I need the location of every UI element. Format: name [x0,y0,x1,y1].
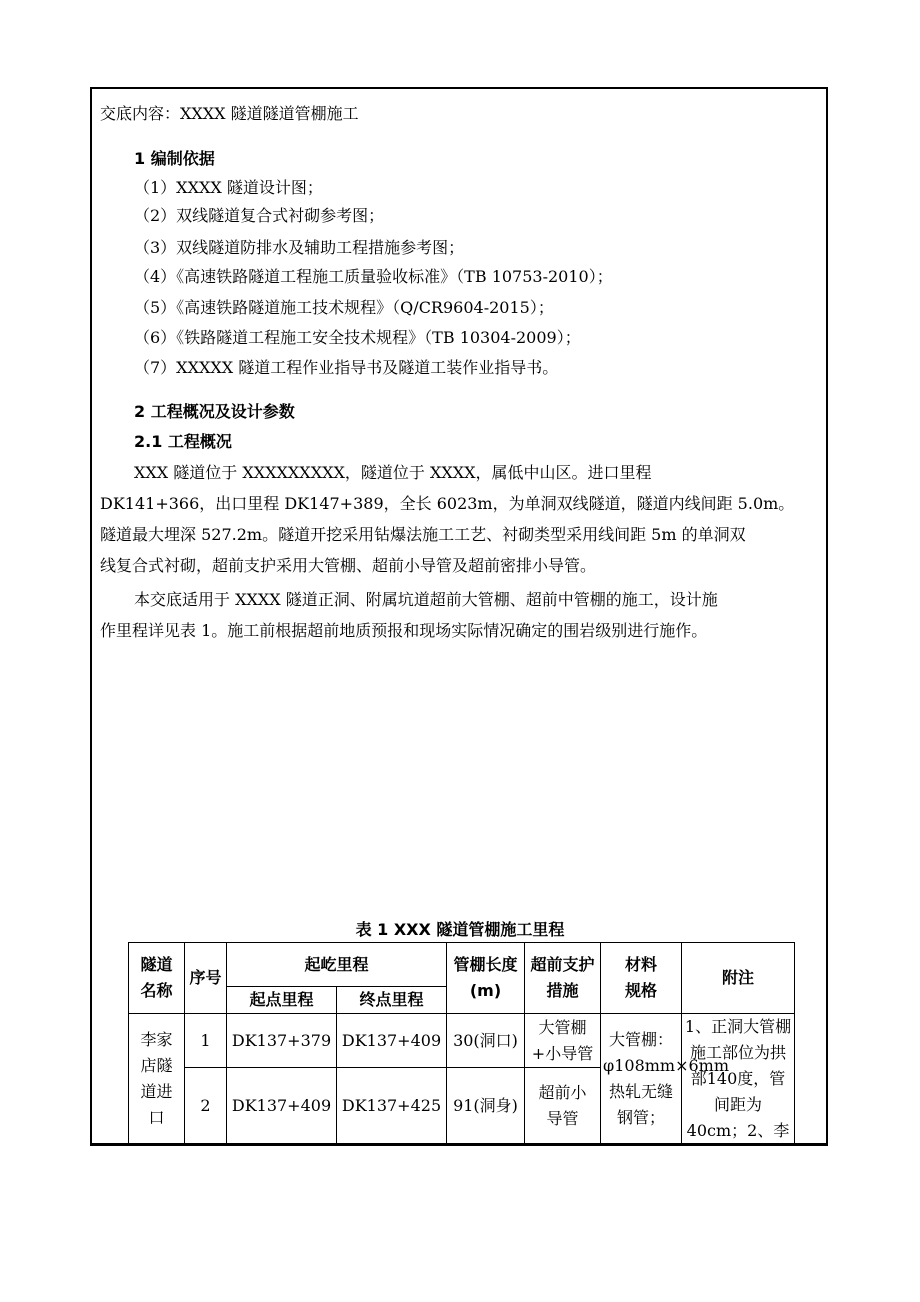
overview-line-2: DK141+366，出口里程 DK147+389，全长 6023m，为单洞双线隧道，隧道内线间距 5.0m。 [100,494,795,513]
section2-title: 2 工程概况及设计参数 [134,402,295,421]
row-2-length: 91(洞身) [447,1068,525,1145]
basis-item-1: （1）XXXX 隧道设计图； [134,178,323,197]
basis-item-6: （6）《铁路隧道工程施工安全技术规程》（TB 10304-2009）； [134,328,581,347]
row-2-support: 超前小导管 [525,1068,601,1145]
header-material: 材料规格 [601,943,682,1014]
section2-1-title: 2.1 工程概况 [134,432,232,451]
row-2-start: DK137+409 [227,1068,337,1145]
basis-item-7: （7）XXXXX 隧道工程作业指导书及隧道工装作业指导书。 [134,358,559,377]
note-cell: 1、正洞大管棚施工部位为拱部140度，管间距为40cm；2、李 [682,1014,795,1145]
bottom-border [90,1143,828,1146]
header-note: 附注 [682,943,795,1014]
tunnel-name-cell: 李家店隧道进口 [129,1014,185,1145]
row-2-end: DK137+425 [337,1068,447,1145]
header-mileage: 起屹里程 [227,943,447,987]
scope-line-1: 本交底适用于 XXXX 隧道正洞、附属坑道超前大管棚、超前中管棚的施工，设计施 [134,590,718,609]
row-1-start: DK137+379 [227,1014,337,1068]
row-1-seq: 1 [185,1014,227,1068]
section1-title: 1 编制依据 [134,149,215,168]
mileage-table [128,942,795,1145]
basis-item-5: （5）《高速铁路隧道施工技术规程》（Q/CR9604-2015）； [134,298,554,317]
header-label: 交底内容：XXXX 隧道隧道管棚施工 [100,104,359,123]
overview-line-1: XXX 隧道位于 XXXXXXXXX，隧道位于 XXXX，属低中山区。进口里程 [134,463,652,482]
header-tunnel-name: 隧道名称 [129,943,185,1014]
basis-item-2: （2）双线隧道复合式衬砌参考图； [134,206,385,225]
header-end: 终点里程 [337,987,447,1014]
row-2-seq: 2 [185,1068,227,1145]
table-title: 表 1 XXX 隧道管棚施工里程 [355,920,565,939]
header-start: 起点里程 [227,987,337,1014]
basis-item-4: （4）《高速铁路隧道工程施工质量验收标准》（TB 10753-2010）； [134,267,613,286]
row-1-support: 大管棚+小导管 [525,1014,601,1068]
row-1-end: DK137+409 [337,1014,447,1068]
header-seq: 序号 [185,943,227,1014]
overview-line-3: 隧道最大埋深 527.2m。隧道开挖采用钻爆法施工工艺、衬砌类型采用线间距 5m 的单洞双 [100,525,746,544]
row-1-length: 30(洞口) [447,1014,525,1068]
overview-line-4: 线复合式衬砌，超前支护采用大管棚、超前小导管及超前密排小导管。 [100,556,597,575]
scope-line-2: 作里程详见表 1。施工前根据超前地质预报和现场实际情况确定的围岩级别进行施作。 [100,621,708,640]
material-cell: 大管棚：φ108mm×6mm热轧无缝钢管； [601,1014,682,1145]
header-length: 管棚长度(m) [447,943,525,1014]
basis-item-3: （3）双线隧道防排水及辅助工程措施参考图； [134,238,465,257]
header-support: 超前支护措施 [525,943,601,1014]
